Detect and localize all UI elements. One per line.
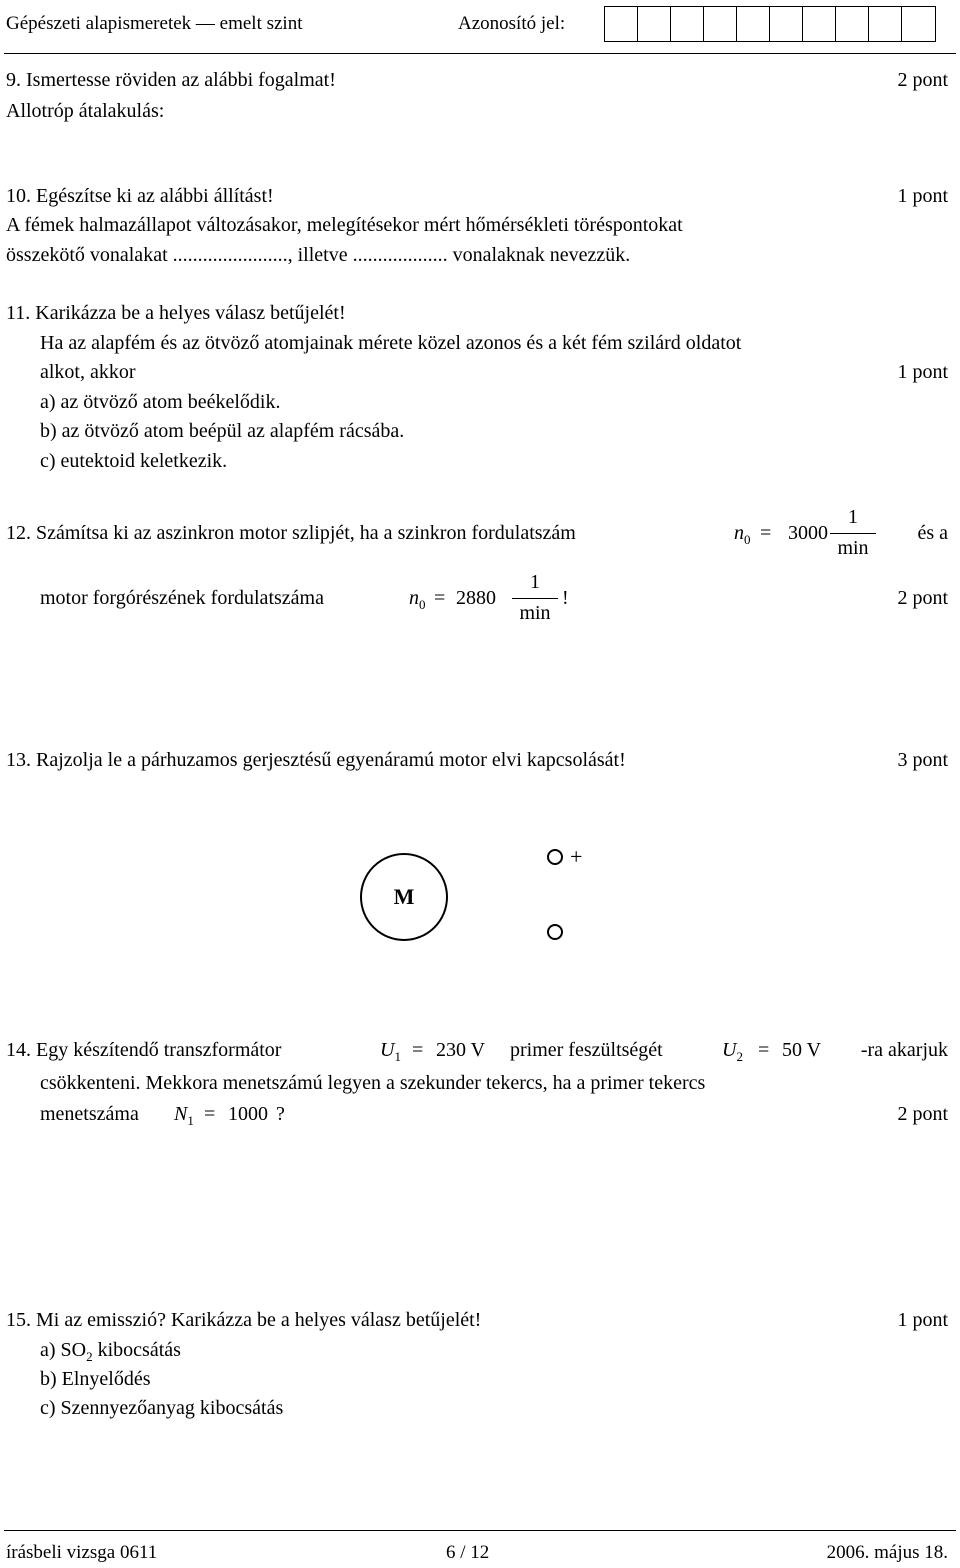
q11-option-b[interactable]: b) az ötvöző atom beépül az alapfém rácsába.: [40, 420, 405, 442]
id-label: Azonosító jel:: [458, 13, 566, 34]
q14-v2: 50 V: [782, 1039, 822, 1061]
q9-points: 2 pont: [897, 69, 948, 91]
q12-val1: 3000: [788, 522, 828, 544]
footer-rule: [4, 1530, 956, 1531]
q14-text3: -ra akarjuk: [860, 1039, 948, 1061]
q12-n0-var: $n_0$: [734, 522, 751, 547]
q15-option-c[interactable]: c) Szennyezőanyag kibocsátás: [40, 1397, 284, 1419]
header-subject: Gépészeti alapismeretek — emelt szint: [6, 13, 303, 34]
q12-eq1: =: [760, 522, 772, 544]
q12-text1: 12. Számítsa ki az aszinkron motor szlipjét, ha a szinkron fordulatszám: [6, 522, 576, 544]
footer-date: 2006. május 18.: [826, 1542, 948, 1563]
motor-symbol: [360, 853, 448, 941]
q12-text2: motor forgórészének fordulatszáma: [40, 587, 324, 609]
q14-eq2: =: [758, 1039, 770, 1061]
q12-points: 2 pont: [897, 587, 948, 609]
q9-term: Allotróp átalakulás:: [6, 100, 165, 122]
q14-v3: 1000: [228, 1103, 268, 1125]
footer-page: 6 / 12: [446, 1542, 490, 1563]
footer-left: írásbeli vizsga 0611: [6, 1542, 158, 1563]
q14-text1: 14. Egy készítendő transzformátor: [6, 1039, 282, 1061]
q14-question: ?: [276, 1103, 285, 1125]
q12-unit-fraction-1: 1 min: [830, 507, 876, 558]
q11-stem1: Ha az alapfém és az ötvöző atomjainak mérete közel azonos és a két fém szilárd oldatot: [40, 332, 742, 354]
q11-option-a[interactable]: a) az ötvöző atom beékelődik.: [40, 391, 281, 413]
q11-stem2: alkot, akkor: [40, 361, 136, 383]
q10-line2: összekötő vonalakat ......................., illetve ................... vonalaknak nevezzük.: [6, 244, 631, 266]
motor-label: M: [393, 884, 415, 909]
q12-val2: 2880: [456, 587, 496, 609]
q10-title: 10. Egészítse ki az alábbi állítást!: [6, 185, 274, 207]
id-boxes[interactable]: [604, 6, 936, 42]
q11-option-c[interactable]: c) eutektoid keletkezik.: [40, 450, 228, 472]
plus-sign: +: [570, 844, 583, 869]
q15-option-a[interactable]: a) $SO_2$ kibocsátás: [40, 1339, 181, 1364]
q14-line3: menetszáma: [40, 1103, 139, 1125]
q9-title: 9. Ismertesse röviden az alábbi fogalmat!: [6, 69, 336, 91]
q11-points: 1 pont: [897, 361, 948, 383]
q14-eq1: =: [412, 1039, 424, 1061]
q15-option-b[interactable]: b) Elnyelődés: [40, 1368, 151, 1390]
q14-v1: 230 V: [436, 1039, 486, 1061]
q14-line2: csökkenteni. Mekkora menetszámú legyen a szekunder tekercs, ha a primer tekercs: [40, 1072, 706, 1094]
q14-u2: $U_2$: [722, 1039, 743, 1064]
q11-title: 11. Karikázza be a helyes válasz betűjelét!: [6, 302, 346, 324]
terminal-plus: [547, 849, 563, 865]
q10-points: 1 pont: [897, 185, 948, 207]
q12-excl: !: [562, 587, 569, 609]
q12-eq2: =: [434, 587, 446, 609]
q15-points: 1 pont: [897, 1309, 948, 1331]
q14-eq3: =: [204, 1103, 216, 1125]
q14-u1: $U_1$: [380, 1039, 401, 1064]
q12-text1-end: és a: [917, 522, 948, 544]
q12-n-var: $n_0$: [409, 587, 426, 612]
q15-title: 15. Mi az emisszió? Karikázza be a helyes válasz betűjelét!: [6, 1309, 482, 1331]
q14-n1: $N_1$: [174, 1103, 194, 1128]
q12-unit-fraction-2: 1 min: [512, 572, 558, 623]
q14-points: 2 pont: [897, 1103, 948, 1125]
q14-text2: primer feszültségét: [510, 1039, 663, 1061]
terminal-minus: [547, 924, 563, 940]
q10-line1: A fémek halmazállapot változásakor, melegítésekor mért hőmérsékleti töréspontokat: [6, 214, 683, 236]
header-rule: [4, 53, 956, 54]
q13-points: 3 pont: [897, 749, 948, 771]
q13-title: 13. Rajzolja le a párhuzamos gerjesztésű egyenáramú motor elvi kapcsolását!: [6, 749, 626, 771]
